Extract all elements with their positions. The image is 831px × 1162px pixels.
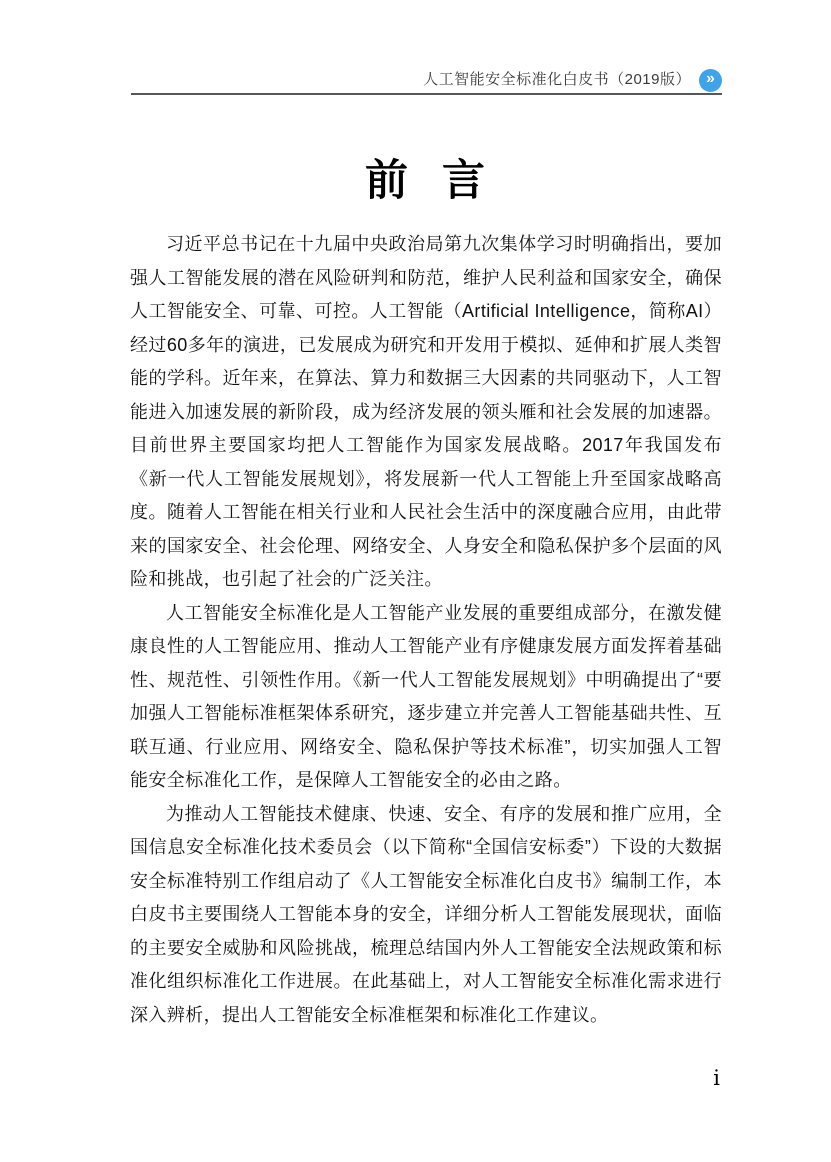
- running-header: [130, 68, 722, 92]
- double-chevron-right-icon: »: [699, 69, 722, 92]
- paragraph-1: 习近平总书记在十九届中央政治局第九次集体学习时明确指出，要加强人工智能发展的潜在风险研判和防范，维护人民利益和国家安全，确保人工智能安全、可靠、可控。人工智能（Artificial Intelligence，简称AI）经过60多年的演进，已发展成为研究和开发用于模拟、延伸和扩展人类智能的学科。近年来，在算法、算力和数据三大因素的共同驱动下，人工智能进入加速发展的新阶段，成为经济发展的领头雁和社会发展的加速器。目前世界主要国家均把人工智能作为国家发展战略。2017年我国发布《新一代人工智能发展规划》，将发展新一代人工智能上升至国家战略高度。随着人工智能在相关行业和人民社会生活中的深度融合应用，由此带来的国家安全、社会伦理、网络安全、人身安全和隐私保护多个层面的风险和挑战，也引起了社会的广泛关注。: [130, 234, 722, 589]
- header-rule: [131, 93, 722, 95]
- body-text: [130, 228, 722, 1032]
- paragraph-2: 人工智能安全标准化是人工智能产业发展的重要组成部分，在激发健康良性的人工智能应用、推动人工智能产业有序健康发展方面发挥着基础性、规范性、引领性作用。《新一代人工智能发展规划》中明确提出了“要加强人工智能标准框架体系研究，逐步建立并完善人工智能基础共性、互联互通、行业应用、网络安全、隐私保护等技术标准”，切实加强人工智能安全标准化工作，是保障人工智能安全的必由之路。: [130, 602, 722, 790]
- chapter-title: 前 言: [364, 156, 488, 206]
- paragraph-3: 为推动人工智能技术健康、快速、安全、有序的发展和推广应用，全国信息安全标准化技术委员会（以下简称“全国信安标委”）下设的大数据安全标准特别工作组启动了《人工智能安全标准化白皮书》编制工作，本白皮书主要围绕人工智能本身的安全，详细分析人工智能发展现状，面临的主要安全威胁和风险挑战，梳理总结国内外人工智能安全法规政策和标准化组织标准化工作进展。在此基础上，对人工智能安全标准化需求进行深入辨析，提出人工智能安全标准框架和标准化工作建议。: [130, 803, 722, 1025]
- page-number: i: [713, 1066, 720, 1090]
- running-header-title: 人工智能安全标准化白皮书（2019版）: [423, 71, 691, 88]
